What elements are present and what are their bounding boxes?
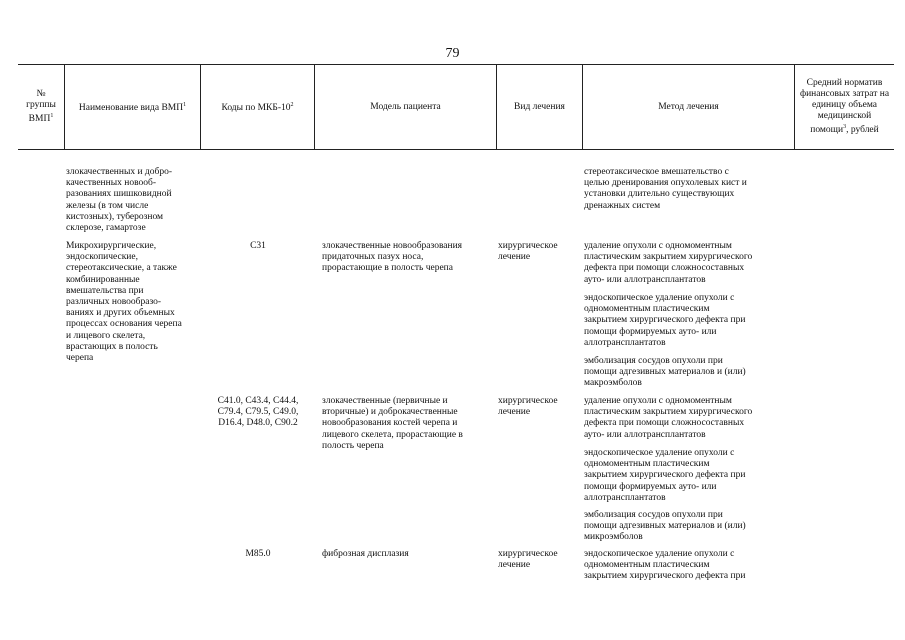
treatment-type-1: хирургическое лечение (498, 241, 558, 263)
method-3-1: эндоскопическое удаление опухоли с одномоментным пластическим закрытием хирургического дефекта при (584, 549, 746, 582)
icd-codes-2: C41.0, C43.4, C44.4, C79.4, C79.5, C49.0, D16.4, D48.0, C90.2 (217, 396, 299, 429)
treatment-type-2: хирургическое лечение (498, 396, 558, 418)
header-icd-codes: Коды по МКБ-$10^2$ (200, 64, 314, 150)
header-treatment-method: Метод лечения (582, 64, 794, 150)
method-1-3: эмболизация сосудов опухоли при помощи адгезивных материалов и (или) макроэмболов (584, 356, 746, 389)
icd-codes-3: M85.0 (245, 549, 271, 559)
header-treatment-type: Вид лечения (496, 64, 582, 150)
header-patient-model: Модель пациента (314, 64, 496, 150)
header-bottom-rule (18, 149, 894, 150)
method-1-1: удаление опухоли с одномоментным пластическим закрытием хирургического дефекта при помощи сложносоставных ауто- или аллотрансплантатов (584, 241, 753, 285)
vmp-name: Микрохирургические, эндоскопические, стереотаксические, а также комбинированные вмешательства при различных новообразо- ваниях и других объемных процессах основания черепа и лицевого скелета, врастающих в полость черепа (66, 241, 182, 364)
page-number: 79 (445, 46, 460, 61)
icd-codes-1: C31 (250, 241, 266, 251)
carryover-vmp-name: злокачественных и добро- качественных новооб- разованиях шишковидной железы (в том числе кистозных), туберозном склерозе, гамартозе (66, 167, 173, 234)
header-average-cost: Средний норматив финансовых затрат на единицу объема медицинской помощи$^3$, рублей (794, 64, 894, 150)
method-2-3: эмболизация сосудов опухоли при помощи адгезивных материалов и (или) микроэмболов (584, 510, 746, 543)
header-group-number: № группы ВМП$^1$ (26, 88, 56, 125)
table-header (18, 64, 894, 150)
patient-model-3: фиброзная дисплазия (322, 549, 409, 559)
carryover-method: стереотаксическое вмешательство с целью дренирования опухолевых кист и установки длительно существующих дренажных систем (584, 167, 747, 211)
method-2-1: удаление опухоли с одномоментным пластическим закрытием хирургического дефекта при помощи сложносоставных ауто- или аллотрансплантатов (584, 396, 753, 440)
patient-model-1: злокачественные новообразования придаточных пазух носа, прорастающие в полость черепа (322, 241, 463, 274)
header-vmp-name: Наименование вида ВМП$^1$ (64, 64, 200, 150)
method-1-2: эндоскопическое удаление опухоли с одномоментным пластическим закрытием хирургического дефекта при помощи формируемых ауто- или аллотрансплантатов (584, 293, 746, 348)
method-2-2: эндоскопическое удаление опухоли с одномоментным пластическим закрытием хирургического дефекта при помощи формируемых ауто- или аллотрансплантатов (584, 448, 746, 503)
patient-model-2: злокачественные (первичные и вторичные) и доброкачественные новообразования костей черепа и лицевого скелета, прорастающие в полость черепа (322, 396, 463, 451)
treatment-type-3: хирургическое лечение (498, 549, 558, 571)
